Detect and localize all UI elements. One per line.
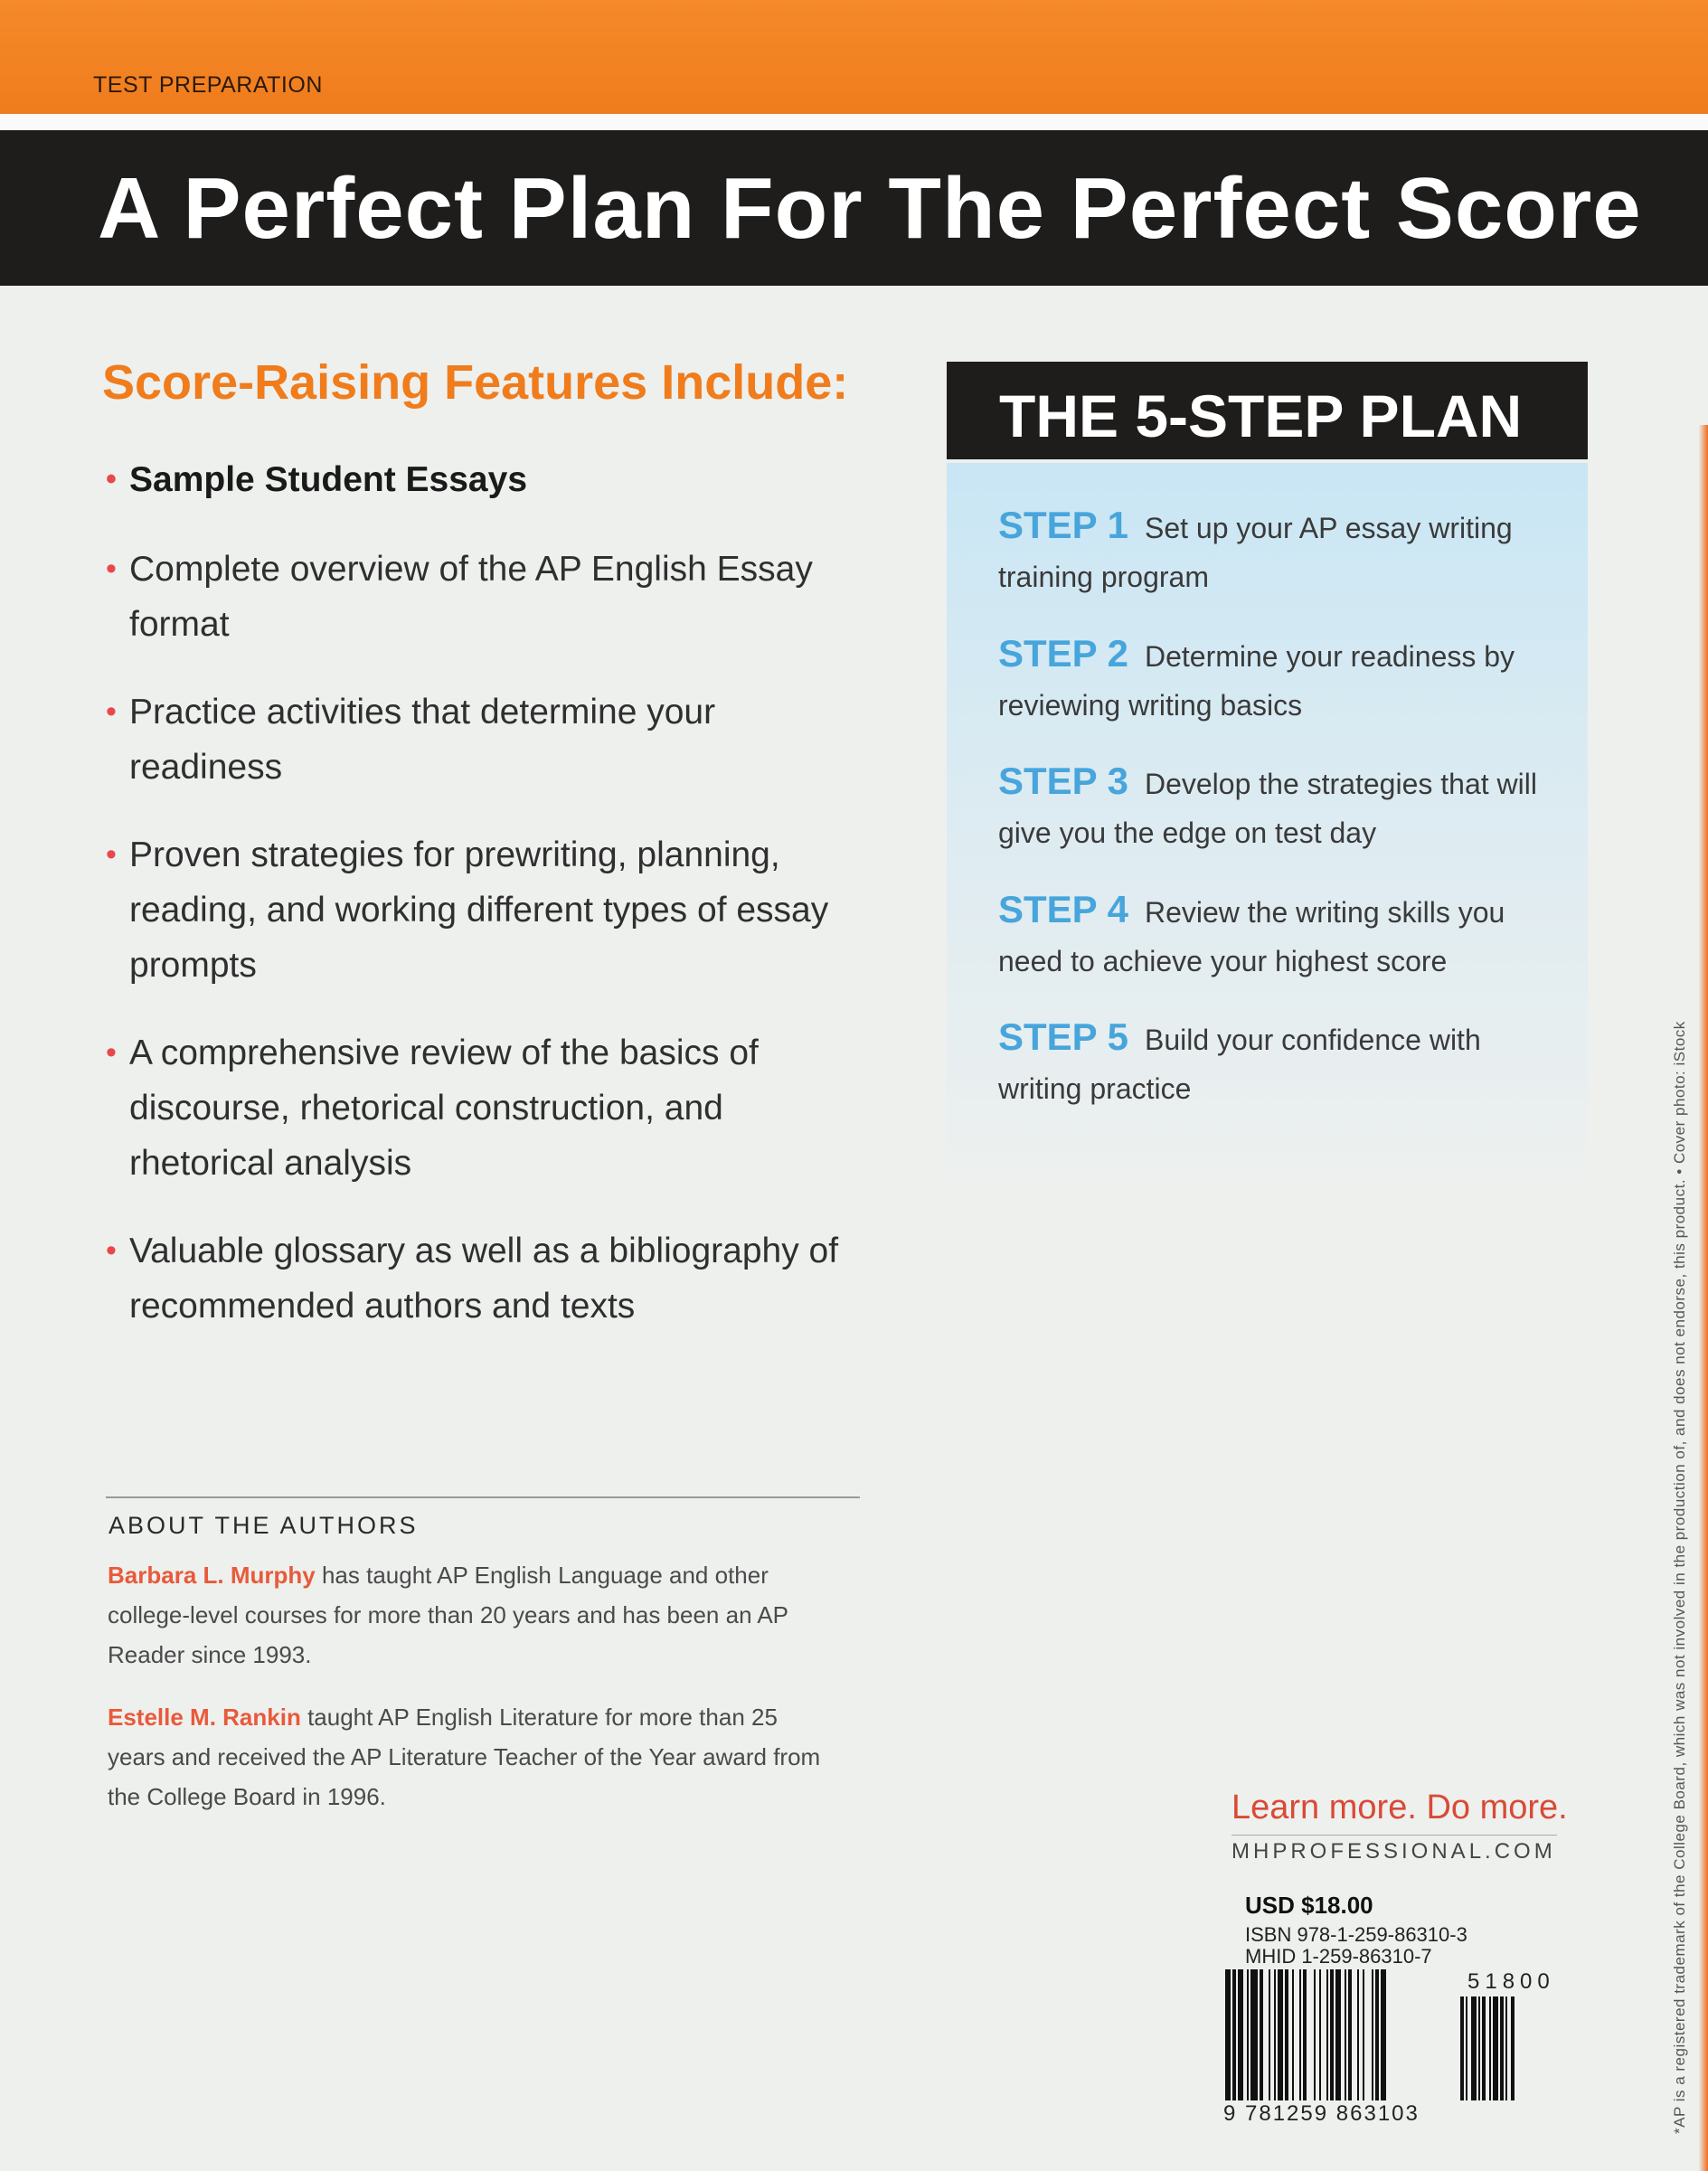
- barcode-digits: 9 781259 863103: [1223, 2101, 1420, 2126]
- feature-text: Complete overview of the AP English Essay format: [129, 550, 813, 644]
- step-text: Build your confidence with writing practice: [998, 1024, 1481, 1105]
- barcode-bar: [1299, 1969, 1301, 2100]
- plan-step: [998, 1013, 1559, 1113]
- feature-text: A comprehensive review of the basics of discourse, rhetorical construction, and rhetorical analysis: [129, 1034, 759, 1183]
- barcode-bar: [1357, 1969, 1359, 2100]
- step-label: STEP 1: [998, 504, 1128, 546]
- barcode-bar: [1511, 1996, 1515, 2100]
- step-label: STEP 3: [998, 760, 1128, 802]
- barcode-bar: [1250, 1969, 1258, 2100]
- step-label: STEP 2: [998, 632, 1128, 675]
- bullet-dot-icon: •: [106, 552, 117, 586]
- barcode-bar: [1460, 1996, 1464, 2100]
- mhid-label: MHID 1-259-86310-7: [1245, 1945, 1432, 1968]
- step-text: Develop the strategies that will give you the edge on test day: [998, 768, 1537, 849]
- barcode-bar: [1489, 1996, 1491, 2100]
- plan-steps-panel: [947, 463, 1588, 1204]
- barcode-bar: [1269, 1969, 1270, 2100]
- barcode-bar: [1326, 1969, 1328, 2100]
- feature-text: Proven strategies for prewriting, planning, reading, and working different types of essay prompts: [129, 835, 829, 985]
- divider-stripe: [0, 114, 1708, 130]
- edge-strip: [1699, 425, 1708, 2171]
- authors-divider: [106, 1496, 860, 1498]
- step-label: STEP 5: [998, 1015, 1128, 1058]
- barcode-bar: [1225, 1969, 1231, 2100]
- plan-header: [947, 362, 1588, 459]
- plan-step: [998, 629, 1559, 730]
- barcode-bar: [1466, 1996, 1467, 2100]
- barcode-bar: [1348, 1969, 1352, 2100]
- barcode-bar: [1493, 1996, 1498, 2100]
- step-text: Review the writing skills you need to achieve your highest score: [998, 896, 1505, 977]
- cover-headline: A Perfect Plan For The Perfect Score: [98, 160, 1642, 257]
- barcode-bar: [1247, 1969, 1249, 2100]
- author-name: Estelle M. Rankin: [108, 1704, 301, 1731]
- barcode-bar: [1330, 1969, 1334, 2100]
- barcode-bar: [1319, 1969, 1321, 2100]
- plan-step: [998, 757, 1559, 857]
- feature-item: [104, 452, 854, 507]
- barcode-bar: [1500, 1996, 1504, 2100]
- barcode-bar: [1381, 1969, 1386, 2100]
- step-text: Set up your AP essay writing training program: [998, 512, 1513, 593]
- author-bio: [108, 1555, 822, 1675]
- barcode-bar: [1482, 1996, 1486, 2100]
- plan-step: [998, 501, 1559, 601]
- barcode-bar: [1471, 1996, 1477, 2100]
- bullet-dot-icon: •: [106, 1035, 117, 1070]
- barcode-bar: [1285, 1969, 1288, 2100]
- isbn-label: ISBN 978-1-259-86310-3: [1245, 1923, 1467, 1946]
- feature-text: Valuable glossary as well as a bibliography of recommended authors and texts: [129, 1232, 839, 1326]
- price-label: USD $18.00: [1245, 1892, 1373, 1919]
- category-label: TEST PREPARATION: [93, 72, 323, 98]
- bullet-dot-icon: •: [106, 462, 117, 496]
- barcode-bar: [1232, 1969, 1236, 2100]
- step-label: STEP 4: [998, 888, 1128, 930]
- barcode-bar: [1278, 1969, 1283, 2100]
- feature-text: Sample Student Essays: [129, 460, 528, 499]
- features-heading: Score-Raising Features Include:: [102, 355, 849, 410]
- publisher-website[interactable]: MHPROFESSIONAL.COM: [1231, 1839, 1556, 1864]
- publisher-slogan: Learn more. Do more.: [1231, 1789, 1568, 1826]
- barcode-bar: [1274, 1969, 1276, 2100]
- barcode-bar: [1314, 1969, 1316, 2100]
- feature-list: [104, 452, 854, 1366]
- barcode-bar: [1292, 1969, 1294, 2100]
- feature-item: [104, 1223, 854, 1334]
- barcode-bar: [1345, 1969, 1346, 2100]
- feature-item: [104, 827, 854, 993]
- author-name: Barbara L. Murphy: [108, 1562, 316, 1589]
- plan-title: THE 5-STEP PLAN: [999, 382, 1523, 449]
- barcode-bar: [1372, 1969, 1373, 2100]
- barcode-bar: [1335, 1969, 1341, 2100]
- authors-heading: ABOUT THE AUTHORS: [109, 1512, 419, 1539]
- feature-text: Practice activities that determine your readiness: [129, 693, 716, 787]
- barcode-bar: [1238, 1969, 1243, 2100]
- slogan-divider: [1231, 1835, 1557, 1836]
- bullet-dot-icon: •: [106, 837, 117, 872]
- plan-step: [998, 885, 1559, 986]
- author-bio-text: taught AP English Literature for more than 25 years and received the AP Literature Teacher of the Year award from the College Board in 1996.: [108, 1704, 821, 1810]
- feature-item: [104, 542, 854, 652]
- legal-note: *AP is a registered trademark of the College Board, which was not involved in the production of, and does not endorse, this product. • Cover photo: iStock: [1671, 1021, 1688, 2134]
- author-bio-text: has taught AP English Language and other college-level courses for more than 20 years and has been an AP Reader since 1993.: [108, 1562, 788, 1668]
- barcode-bar: [1505, 1996, 1507, 2100]
- feature-item: [104, 1025, 854, 1191]
- bullet-dot-icon: •: [106, 1233, 117, 1268]
- feature-item: [104, 684, 854, 795]
- barcode-bar: [1375, 1969, 1379, 2100]
- step-text: Determine your readiness by reviewing writing basics: [998, 640, 1515, 722]
- barcode-bar: [1363, 1969, 1364, 2100]
- barcode-bar: [1478, 1996, 1480, 2100]
- barcode-bar: [1260, 1969, 1263, 2100]
- barcode-bar: [1303, 1969, 1307, 2100]
- author-bio: [108, 1697, 822, 1817]
- bullet-dot-icon: •: [106, 694, 117, 729]
- barcode-addon-digits: 51800: [1467, 1969, 1555, 1994]
